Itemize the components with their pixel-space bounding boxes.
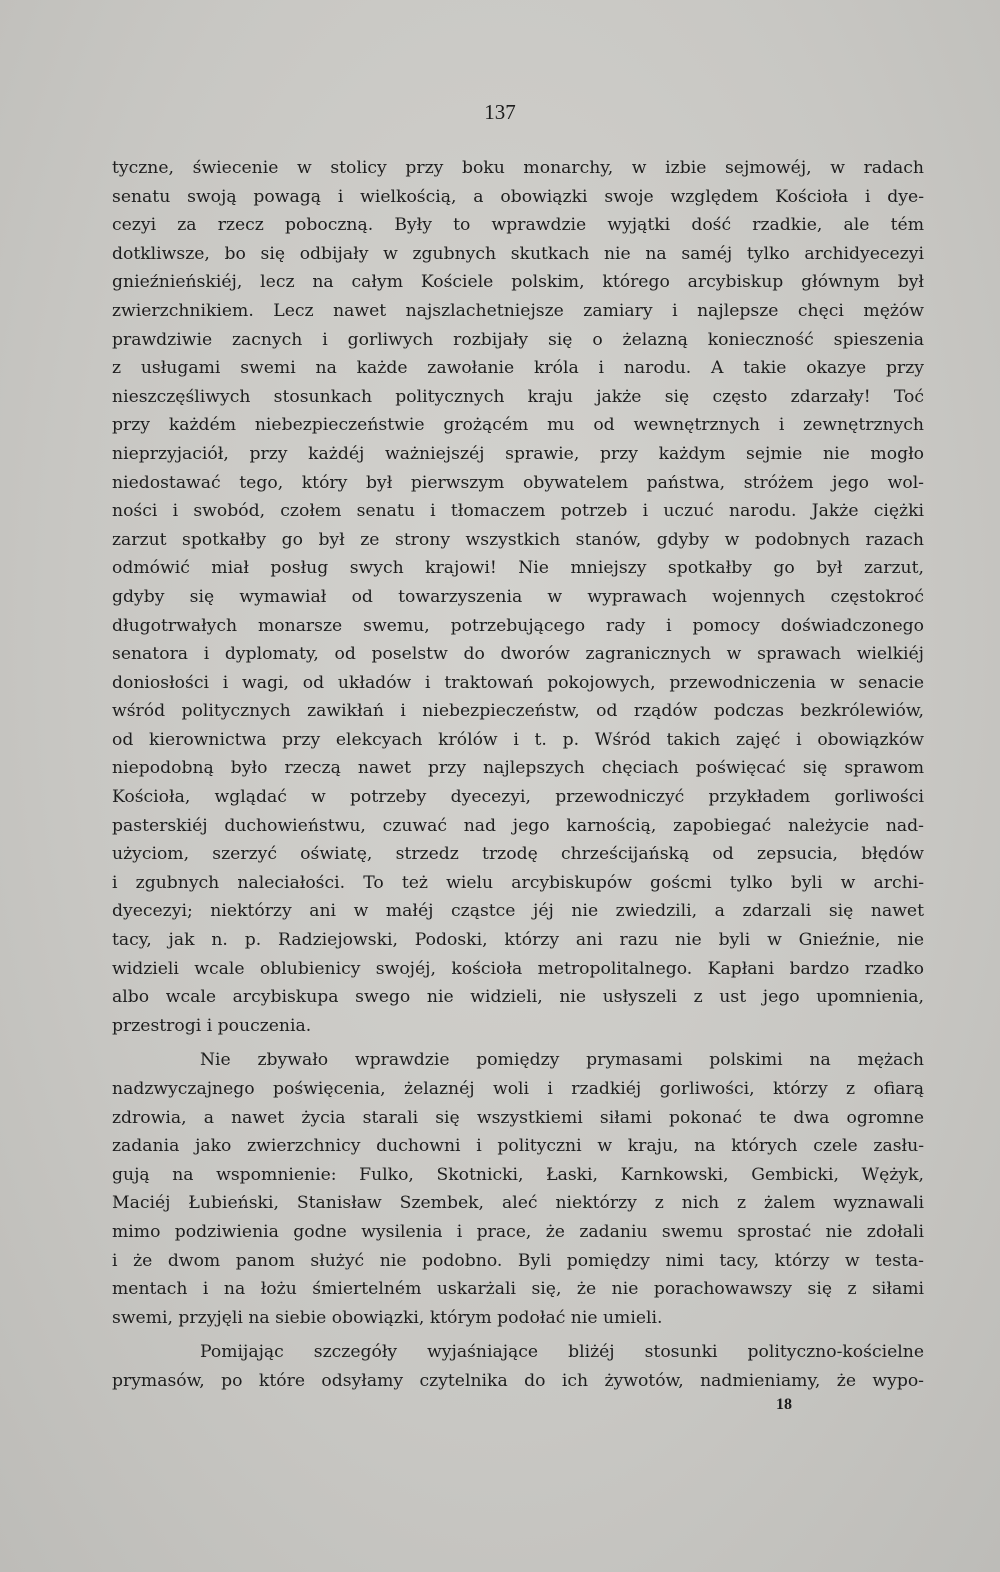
text-line: nieszczęśliwych stosunkach politycznych kraju jakże się często zdarzały! Toć: [112, 386, 924, 407]
paragraph: [112, 1338, 924, 1395]
paragraph: [112, 154, 924, 1040]
text-line: Pomijając szczegóły wyjaśniające bliżéj stosunki polityczno-kościelne: [200, 1342, 924, 1363]
text-line: doniosłości i wagi, od układów i traktowań pokojowych, przewodniczenia w senacie: [112, 672, 924, 693]
text-line: prawdziwie zacnych i gorliwych rozbijały się o żelazną konieczność spieszenia: [112, 329, 924, 350]
text-line: prymasów, po które odsyłamy czytelnika do ich żywotów, nadmieniamy, że wypo-: [112, 1370, 924, 1391]
text-line: mimo podziwienia godne wysilenia i prace, że zadaniu swemu sprostać nie zdołali: [112, 1221, 924, 1242]
text-line: i że dwom panom służyć nie podobno. Byli pomiędzy nimi tacy, którzy w testa-: [112, 1250, 924, 1271]
text-line: wśród politycznych zawikłań i niebezpieczeństw, od rządów podczas bezkrólewiów,: [112, 701, 924, 722]
text-line: nadzwyczajnego poświęcenia, żelaznéj woli i rzadkiéj gorliwości, którzy z ofiarą: [112, 1079, 924, 1099]
text-line: zadania jako zwierzchnicy duchowni i polityczni w kraju, na których czele zasłu-: [112, 1136, 924, 1157]
page-number: 137: [484, 100, 516, 124]
text-line: senatu swoją powagą i wielkością, a obowiązki swoje względem Kościoła i dye-: [112, 186, 924, 207]
text-line: dotkliwsze, bo się odbijały w zgubnych skutkach nie na saméj tylko archidyecezyi: [112, 243, 924, 264]
text-line: przestrogi i pouczenia.: [112, 1015, 312, 1036]
text-line: i zgubnych naleciałości. To też wielu arcybiskupów goścmi tylko byli w archi-: [112, 872, 924, 893]
text-line: niedostawać tego, który był pierwszym obywatelem państwa, stróżem jego wol-: [112, 472, 924, 493]
text-line: gnieźnieńskiéj, lecz na całym Kościele polskim, którego arcybiskup głównym był: [112, 272, 924, 293]
text-line: zwierzchnikiem. Lecz nawet najszlachetniejsze zamiary i najlepsze chęci mężów: [112, 300, 924, 321]
text-line: Maciéj Łubieński, Stanisław Szembek, aleć niektórzy z nich z żalem wyznawali: [112, 1193, 924, 1214]
text-line: swemi, przyjęli na siebie obowiązki, którym podołać nie umieli.: [112, 1307, 663, 1328]
text-line: gdyby się wymawiał od towarzyszenia w wyprawach wojennych częstokroć: [112, 586, 924, 607]
text-line: niepodobną było rzeczą nawet przy najlepszych chęciach poświęcać się sprawom: [112, 758, 924, 779]
text-line: widzieli wcale oblubienicy swojéj, kościoła metropolitalnego. Kapłani bardzo rzadko: [112, 958, 924, 979]
text-line: pasterskiéj duchowieństwu, czuwać nad jego karnością, zapobiegać należycie nad-: [112, 815, 924, 836]
text-line: zdrowia, a nawet życia starali się wszystkiemi siłami pokonać te dwa ogromne: [112, 1107, 924, 1128]
text-line: Kościoła, wglądać w potrzeby dyecezyi, przewodniczyć przykładem gorliwości: [112, 787, 924, 808]
text-line: długotrwałych monarsze swemu, potrzebującego rady i pomocy doświadczonego: [112, 615, 924, 636]
text-line: tacy, jak n. p. Radziejowski, Podoski, którzy ani razu nie byli w Gnieźnie, nie: [112, 930, 924, 951]
text-line: albo wcale arcybiskupa swego nie widzieli, nie usłyszeli z ust jego upomnienia,: [112, 987, 924, 1008]
text-line: senatora i dyplomaty, od poselstw do dworów zagranicznych w sprawach wielkiéj: [112, 644, 924, 665]
text-line: Nie zbywało wprawdzie pomiędzy prymasami polskimi na mężach: [200, 1050, 924, 1071]
text-line: użyciom, szerzyć oświatę, strzedz trzodę chrześcijańską od zepsucia, błędów: [112, 844, 924, 865]
text-line: z usługami swemi na każde zawołanie króla i narodu. A takie okazye przy: [112, 358, 924, 379]
text-line: tyczne, świecenie w stolicy przy boku monarchy, w izbie sejmowéj, w radach: [112, 158, 924, 178]
signature-mark: 18: [776, 1396, 792, 1413]
paragraph: [112, 1046, 924, 1332]
text-line: od kierownictwa przy elekcyach królów i t. p. Wśród takich zajęć i obowiązków: [112, 729, 924, 750]
text-line: zarzut spotkałby go był ze strony wszystkich stanów, gdyby w podobnych razach: [112, 529, 924, 550]
text-line: odmówić miał posług swych krajowi! Nie mniejszy spotkałby go był zarzut,: [112, 558, 924, 579]
text-line: przy każdém niebezpieczeństwie grożącém mu od wewnętrznych i zewnętrznych: [112, 415, 924, 436]
text-line: mentach i na łożu śmiertelném uskarżali się, że nie porachowawszy się z siłami: [112, 1279, 924, 1300]
body-text: [112, 154, 924, 1396]
text-line: nieprzyjaciół, przy każdéj ważniejszéj sprawie, przy każdym sejmie nie mogło: [112, 443, 924, 464]
text-line: ności i swobód, czołem senatu i tłomaczem potrzeb i uczuć narodu. Jakże ciężki: [112, 501, 924, 522]
text-line: cezyi za rzecz poboczną. Były to wprawdzie wyjątki dość rzadkie, ale tém: [112, 215, 924, 236]
text-line: gują na wspomnienie: Fulko, Skotnicki, Łaski, Karnkowski, Gembicki, Wężyk,: [112, 1164, 924, 1185]
text-line: dyecezyi; niektórzy ani w małéj cząstce jéj nie zwiedzili, a zdarzali się nawet: [112, 901, 924, 922]
